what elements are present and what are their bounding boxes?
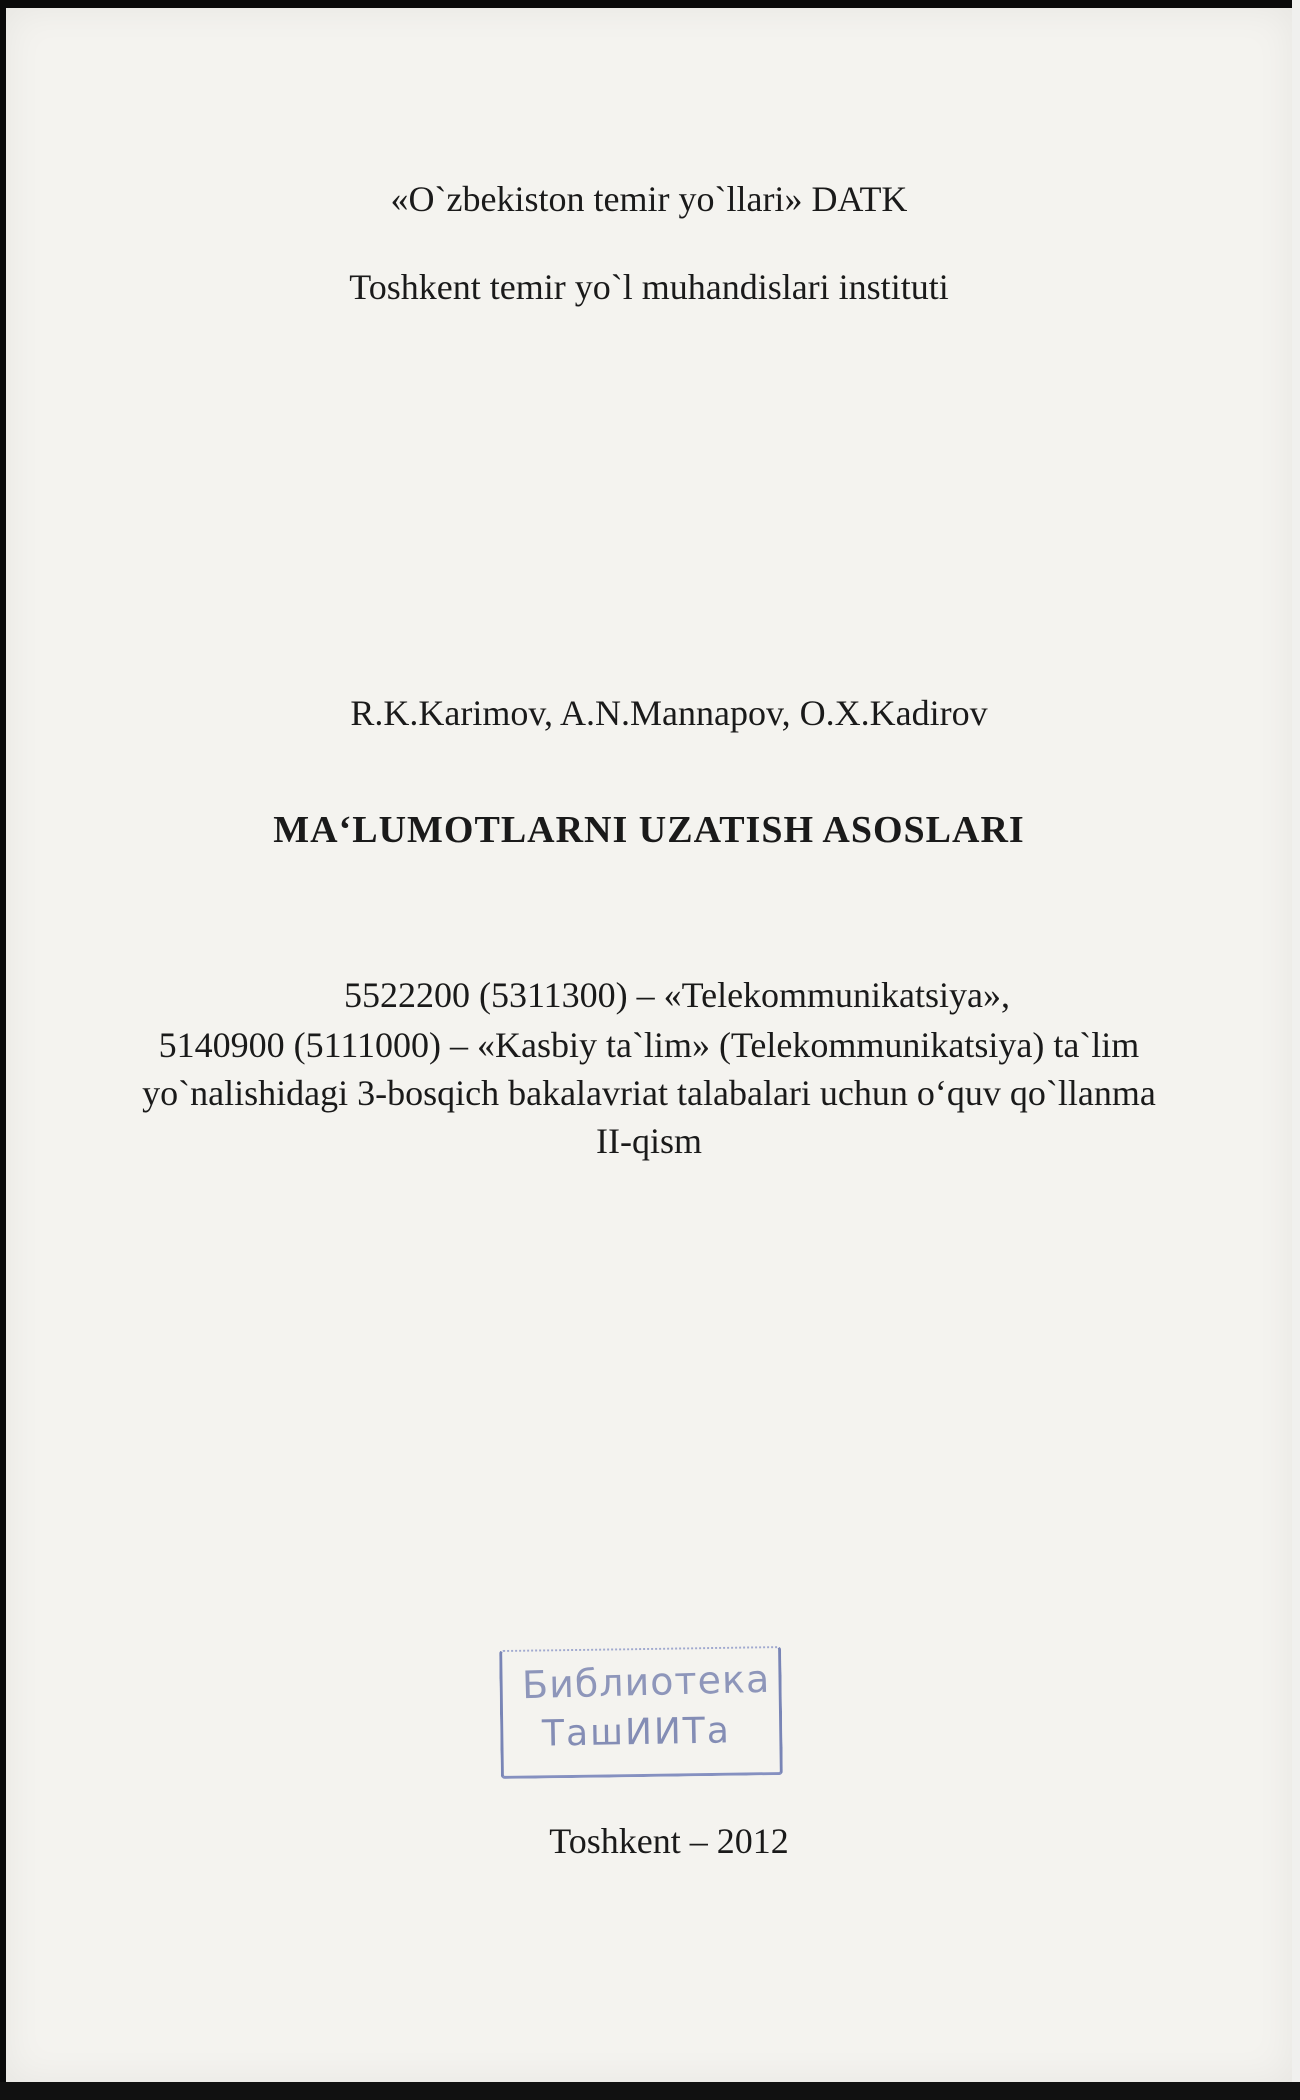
organization-name: «O`zbekiston temir yo`llari» DATK xyxy=(390,179,908,219)
stamp-line-1: Библиотека xyxy=(521,1656,771,1708)
page-right-edge xyxy=(1292,0,1300,2100)
stamp-line-2: ТашИИТа xyxy=(541,1710,732,1755)
description-line-3: yo`nalishidagi 3-bosqich bakalavriat talabalari uchun o‘quv qo`llanma xyxy=(142,1073,1156,1113)
authors: R.K.Karimov, A.N.Mannapov, O.X.Kadirov xyxy=(350,693,988,733)
book-title: MA‘LUMOTLARNI UZATISH ASOSLARI xyxy=(273,809,1025,851)
description-line-1: 5522200 (5311300) – «Telekommunikatsiya», xyxy=(343,975,1011,1015)
description-line-2: 5140900 (5111000) – «Kasbiy ta`lim» (Telekommunikatsiya) ta`lim xyxy=(158,1025,1140,1065)
part-number: II-qism xyxy=(596,1121,702,1161)
scan-bottom-border xyxy=(0,2082,1300,2100)
library-stamp xyxy=(500,1648,780,1778)
city-year: Toshkent – 2012 xyxy=(549,1821,789,1861)
institute-name: Toshkent temir yo`l muhandislari instituti xyxy=(349,267,949,307)
title-page xyxy=(6,8,1292,2082)
